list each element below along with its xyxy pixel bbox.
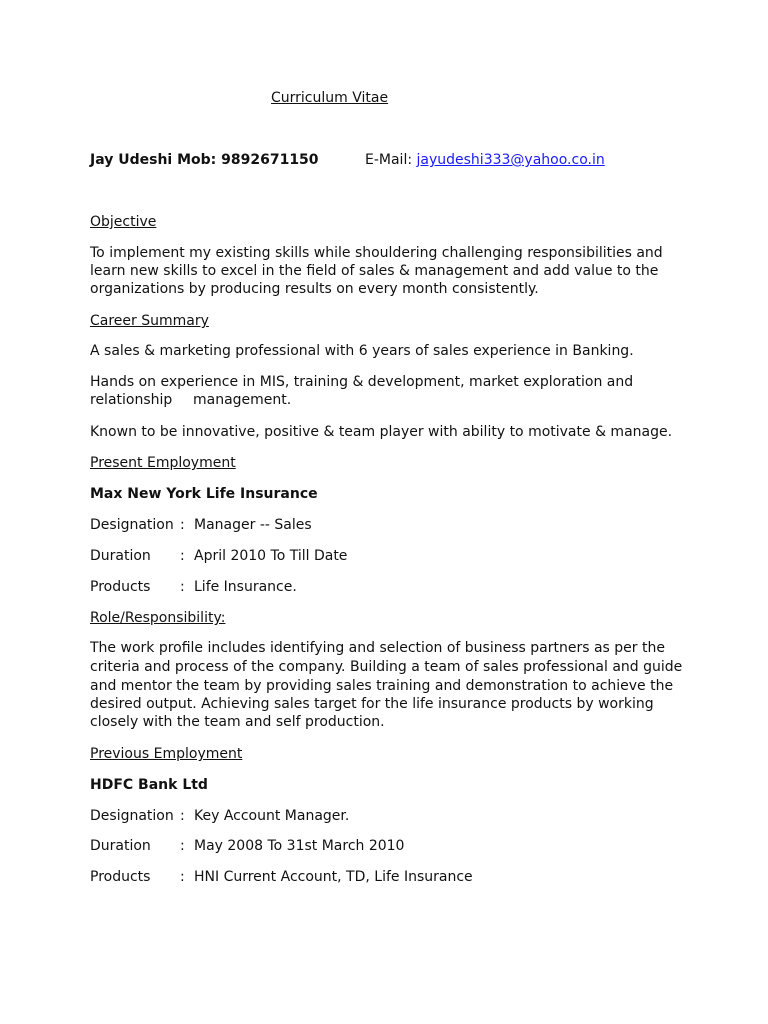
career-summary-para-1: A sales & marketing professional with 6 years of sales experience in Banking. [90,343,634,359]
role-line-3: and mentor the team by providing sales training and demonstration to achieve the [90,678,674,694]
present-company-name: Max New York Life Insurance [90,486,318,502]
role-heading: Role/Responsibility: [90,610,226,626]
role-line-2: criteria and process of the company. Building a team of sales professional and guide [90,659,683,675]
email-link[interactable]: jayudeshi333@yahoo.co.in [416,152,605,168]
present-employment-heading: Present Employment [90,455,236,471]
name-and-mobile: Jay Udeshi Mob: 9892671150 [90,152,319,168]
email-row [365,151,605,169]
previous-products-value: HNI Current Account, TD, Life Insurance [194,869,473,885]
present-duration-colon: : [180,548,185,564]
objective-line-3: organizations by producing results on every month consistently. [90,281,539,297]
previous-employment-heading: Previous Employment [90,746,243,762]
previous-designation-colon: : [180,808,185,824]
present-duration-value: April 2010 To Till Date [194,548,348,564]
present-designation-colon: : [180,517,185,533]
present-designation-value: Manager -- Sales [194,517,312,533]
role-line-4: desired output. Achieving sales target for the life insurance products by working [90,696,654,712]
email-label: E-Mail: [365,152,417,168]
role-line-5: closely with the team and self production. [90,714,385,730]
previous-designation-label: Designation [90,808,174,824]
present-designation-label: Designation [90,517,174,533]
present-products-label: Products [90,579,151,595]
role-line-1: The work profile includes identifying and selection of business partners as per the [90,640,665,656]
previous-products-label: Products [90,869,151,885]
present-products-colon: : [180,579,185,595]
present-products-value: Life Insurance. [194,579,297,595]
objective-line-1: To implement my existing skills while shouldering challenging responsibilities and [90,245,663,261]
career-summary-para-2-line-2b: management. [193,392,292,408]
objective-line-2: learn new skills to excel in the field of sales & management and add value to the [90,263,659,279]
career-summary-para-3: Known to be innovative, positive & team player with ability to motivate & manage. [90,424,673,440]
previous-duration-value: May 2008 To 31st March 2010 [194,838,405,854]
previous-company-name: HDFC Bank Ltd [90,777,208,793]
previous-designation-value: Key Account Manager. [194,808,350,824]
career-summary-para-2-line-2a: relationship [90,392,173,408]
present-duration-label: Duration [90,548,151,564]
objective-heading: Objective [90,214,157,230]
previous-duration-colon: : [180,838,185,854]
previous-products-colon: : [180,869,185,885]
document-title: Curriculum Vitae [271,90,389,106]
career-summary-heading: Career Summary [90,313,209,329]
previous-duration-label: Duration [90,838,151,854]
career-summary-para-2-line-1: Hands on experience in MIS, training & development, market exploration and [90,374,634,390]
